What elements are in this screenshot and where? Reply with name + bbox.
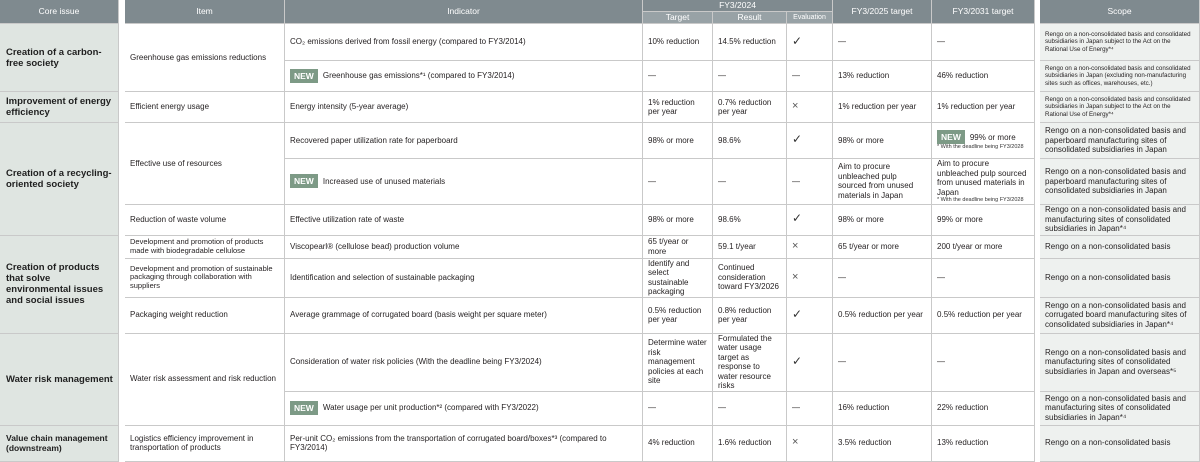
core-issue-water: Water risk management — [0, 334, 119, 426]
indicator-text: Increased use of unused materials — [322, 176, 446, 186]
target-cell: Identify and select sustainable packaging — [643, 259, 713, 298]
evaluation-cell: — — [787, 159, 833, 205]
result-cell: 98.6% — [713, 205, 787, 236]
scope-cell: Rengo on a non-consolidated basis — [1040, 259, 1200, 298]
indicator-text: Water usage per unit production*² (compared with FY3/2022) — [322, 403, 539, 413]
result-cell: — — [713, 392, 787, 426]
evaluation-cell — [787, 92, 833, 123]
core-issue-carbon: Creation of a carbon-free society — [0, 24, 119, 92]
core-issue-products: Creation of products that solve environmental issues and social issues — [0, 236, 119, 334]
scope-cell: Rengo on a non-consolidated basis and manufacturing sites of consolidated subsidiaries in Japan*⁴ — [1040, 392, 1200, 426]
fy2031-text: 99% or more — [969, 132, 1016, 142]
fy2031-cell — [932, 159, 1035, 205]
fy2031-cell — [932, 123, 1035, 159]
fy2025-cell: 65 t/year or more — [833, 236, 932, 259]
deadline-note: * With the deadline being FY3/2028 — [937, 144, 1024, 151]
fy2025-cell: 13% reduction — [833, 61, 932, 92]
result-cell: Formulated the water usage target as response to water resource risks — [713, 334, 787, 392]
fy2025-cell: Aim to procure unbleached pulp sourced from unused materials in Japan — [833, 159, 932, 205]
table-row — [0, 298, 1200, 334]
item-cell: Reduction of waste volume — [125, 205, 285, 236]
scope-cell: Rengo on a non-consolidated basis — [1040, 236, 1200, 259]
table-row — [0, 205, 1200, 236]
core-issue-value-chain: Value chain management (downstream) — [0, 426, 119, 462]
fy2025-cell: 16% reduction — [833, 392, 932, 426]
result-cell: — — [713, 159, 787, 205]
indicator-cell: Viscopearl® (cellulose bead) production volume — [285, 236, 643, 259]
result-cell: 14.5% reduction — [713, 24, 787, 61]
fy2025-cell: 0.5% reduction per year — [833, 298, 932, 334]
indicator-cell — [285, 159, 643, 205]
scope-cell: Rengo on a non-consolidated basis and paperboard manufacturing sites of consolidated subsidiaries in Japan — [1040, 159, 1200, 205]
deadline-note: * With the deadline being FY3/2028 — [937, 197, 1024, 203]
header-fy2031-target: FY3/2031 target — [932, 0, 1035, 24]
fy2031-cell: — — [932, 334, 1035, 392]
target-cell: Determine water risk management policies at each site — [643, 334, 713, 392]
evaluation-cell — [787, 123, 833, 159]
evaluation-cell — [787, 205, 833, 236]
scope-cell: Rengo on a non-consolidated basis and corrugated board manufacturing sites of consolidated subsidiaries in Japan*⁴ — [1040, 298, 1200, 334]
target-cell: 0.5% reduction per year — [643, 298, 713, 334]
scope-cell: Rengo on a non-consolidated basis and manufacturing sites of consolidated subsidiaries in Japan and overseas*⁵ — [1040, 334, 1200, 392]
header-result: Result — [713, 12, 787, 24]
new-badge: NEW — [290, 174, 318, 188]
header-evaluation: Evaluation — [787, 12, 833, 24]
fy2025-cell: — — [833, 24, 932, 61]
table-row — [0, 123, 1200, 159]
fy2031-cell: — — [932, 259, 1035, 298]
indicator-cell: Effective utilization rate of waste — [285, 205, 643, 236]
fy2025-cell: — — [833, 259, 932, 298]
fy2025-cell: 3.5% reduction — [833, 426, 932, 462]
item-cell: Greenhouse gas emissions reductions — [125, 24, 285, 92]
table-row — [0, 259, 1200, 298]
fy2031-cell: 13% reduction — [932, 426, 1035, 462]
new-badge: NEW — [937, 130, 965, 144]
fy2031-cell: 46% reduction — [932, 61, 1035, 92]
scope-cell: Rengo on a non-consolidated basis and consolidated subsidiaries in Japan subject to the Act on the Rational Use of Energy*⁴ — [1040, 92, 1200, 123]
indicator-cell: Average grammage of corrugated board (basis weight per square meter) — [285, 298, 643, 334]
target-cell: 65 t/year or more — [643, 236, 713, 259]
indicator-cell: Consideration of water risk policies (With the deadline being FY3/2024) — [285, 334, 643, 392]
cross-mark-icon: × — [792, 100, 799, 113]
fy2025-cell: 98% or more — [833, 123, 932, 159]
indicator-cell: Per-unit CO₂ emissions from the transportation of corrugated board/boxes*³ (compared to FY3/2014) — [285, 426, 643, 462]
fy2031-text: Aim to procure unbleached pulp sourced from unused materials in Japan — [937, 159, 1027, 197]
new-badge: NEW — [290, 401, 318, 415]
indicator-cell: Identification and selection of sustainable packaging — [285, 259, 643, 298]
evaluation-cell: — — [787, 392, 833, 426]
evaluation-cell — [787, 236, 833, 259]
header-core-issue: Core issue — [0, 0, 119, 24]
check-mark-icon: ✓ — [792, 306, 803, 321]
cross-mark-icon: × — [792, 239, 799, 252]
header-item: Item — [125, 0, 285, 24]
cross-mark-icon: × — [792, 436, 799, 449]
evaluation-cell — [787, 426, 833, 462]
target-cell: — — [643, 159, 713, 205]
fy2031-cell: — — [932, 24, 1035, 61]
core-issue-recycling: Creation of a recycling-oriented society — [0, 123, 119, 236]
result-cell: 0.7% reduction per year — [713, 92, 787, 123]
target-cell: 10% reduction — [643, 24, 713, 61]
target-cell: 4% reduction — [643, 426, 713, 462]
evaluation-cell — [787, 298, 833, 334]
scope-cell: Rengo on a non-consolidated basis — [1040, 426, 1200, 462]
header-indicator: Indicator — [285, 0, 643, 24]
fy2031-cell: 0.5% reduction per year — [932, 298, 1035, 334]
fy2025-cell: 1% reduction per year — [833, 92, 932, 123]
result-cell: 98.6% — [713, 123, 787, 159]
header-scope: Scope — [1040, 0, 1200, 24]
evaluation-cell — [787, 24, 833, 61]
scope-cell: Rengo on a non-consolidated basis and manufacturing sites of consolidated subsidiaries in Japan*⁴ — [1040, 205, 1200, 236]
indicator-cell — [285, 392, 643, 426]
table-row — [0, 426, 1200, 462]
evaluation-cell: — — [787, 61, 833, 92]
item-cell: Logistics efficiency improvement in transportation of products — [125, 426, 285, 462]
check-mark-icon: ✓ — [792, 211, 803, 226]
item-cell: Efficient energy usage — [125, 92, 285, 123]
check-mark-icon: ✓ — [792, 353, 803, 368]
fy2025-cell: — — [833, 334, 932, 392]
table-row — [0, 334, 1200, 392]
new-badge: NEW — [290, 69, 318, 83]
header-target: Target — [643, 12, 713, 24]
scope-cell: Rengo on a non-consolidated basis and consolidated subsidiaries in Japan subject to the Act on the Rational Use of Energy*⁴ — [1040, 24, 1200, 61]
fy2031-cell: 22% reduction — [932, 392, 1035, 426]
header-fy2025-target: FY3/2025 target — [833, 0, 932, 24]
table-row — [0, 236, 1200, 259]
core-issue-energy: Improvement of energy efficiency — [0, 92, 119, 123]
cross-mark-icon: × — [792, 270, 799, 283]
table-row — [0, 92, 1200, 123]
indicator-text: Greenhouse gas emissions*¹ (compared to FY3/2014) — [322, 71, 515, 81]
item-cell: Water risk assessment and risk reduction — [125, 334, 285, 426]
item-cell: Development and promotion of products made with biodegradable cellulose — [125, 236, 285, 259]
indicator-cell: CO₂ emissions derived from fossil energy (compared to FY3/2014) — [285, 24, 643, 61]
item-cell: Development and promotion of sustainable packaging through collaboration with suppliers — [125, 259, 285, 298]
target-cell: 98% or more — [643, 205, 713, 236]
header-fy2024: FY3/2024 — [643, 0, 833, 12]
check-mark-icon: ✓ — [792, 33, 803, 48]
result-cell: 0.8% reduction per year — [713, 298, 787, 334]
indicator-cell: Energy intensity (5-year average) — [285, 92, 643, 123]
target-cell: 1% reduction per year — [643, 92, 713, 123]
scope-cell: Rengo on a non-consolidated basis and paperboard manufacturing sites of consolidated subsidiaries in Japan — [1040, 123, 1200, 159]
scope-cell: Rengo on a non-consolidated basis and consolidated subsidiaries in Japan (excluding non-manufacturing sites such as offices, warehouses, etc.) — [1040, 61, 1200, 92]
fy2031-cell: 99% or more — [932, 205, 1035, 236]
result-cell: 59.1 t/year — [713, 236, 787, 259]
target-cell: 98% or more — [643, 123, 713, 159]
result-cell: Continued consideration toward FY3/2026 — [713, 259, 787, 298]
evaluation-cell — [787, 259, 833, 298]
target-cell: — — [643, 61, 713, 92]
check-mark-icon: ✓ — [792, 132, 803, 147]
fy2025-cell: 98% or more — [833, 205, 932, 236]
evaluation-cell — [787, 334, 833, 392]
target-cell: — — [643, 392, 713, 426]
result-cell: 1.6% reduction — [713, 426, 787, 462]
indicator-cell — [285, 61, 643, 92]
item-cell: Effective use of resources — [125, 123, 285, 205]
indicator-cell: Recovered paper utilization rate for paperboard — [285, 123, 643, 159]
result-cell: — — [713, 61, 787, 92]
item-cell: Packaging weight reduction — [125, 298, 285, 334]
fy2031-cell: 1% reduction per year — [932, 92, 1035, 123]
fy2031-cell: 200 t/year or more — [932, 236, 1035, 259]
table-row — [0, 24, 1200, 61]
